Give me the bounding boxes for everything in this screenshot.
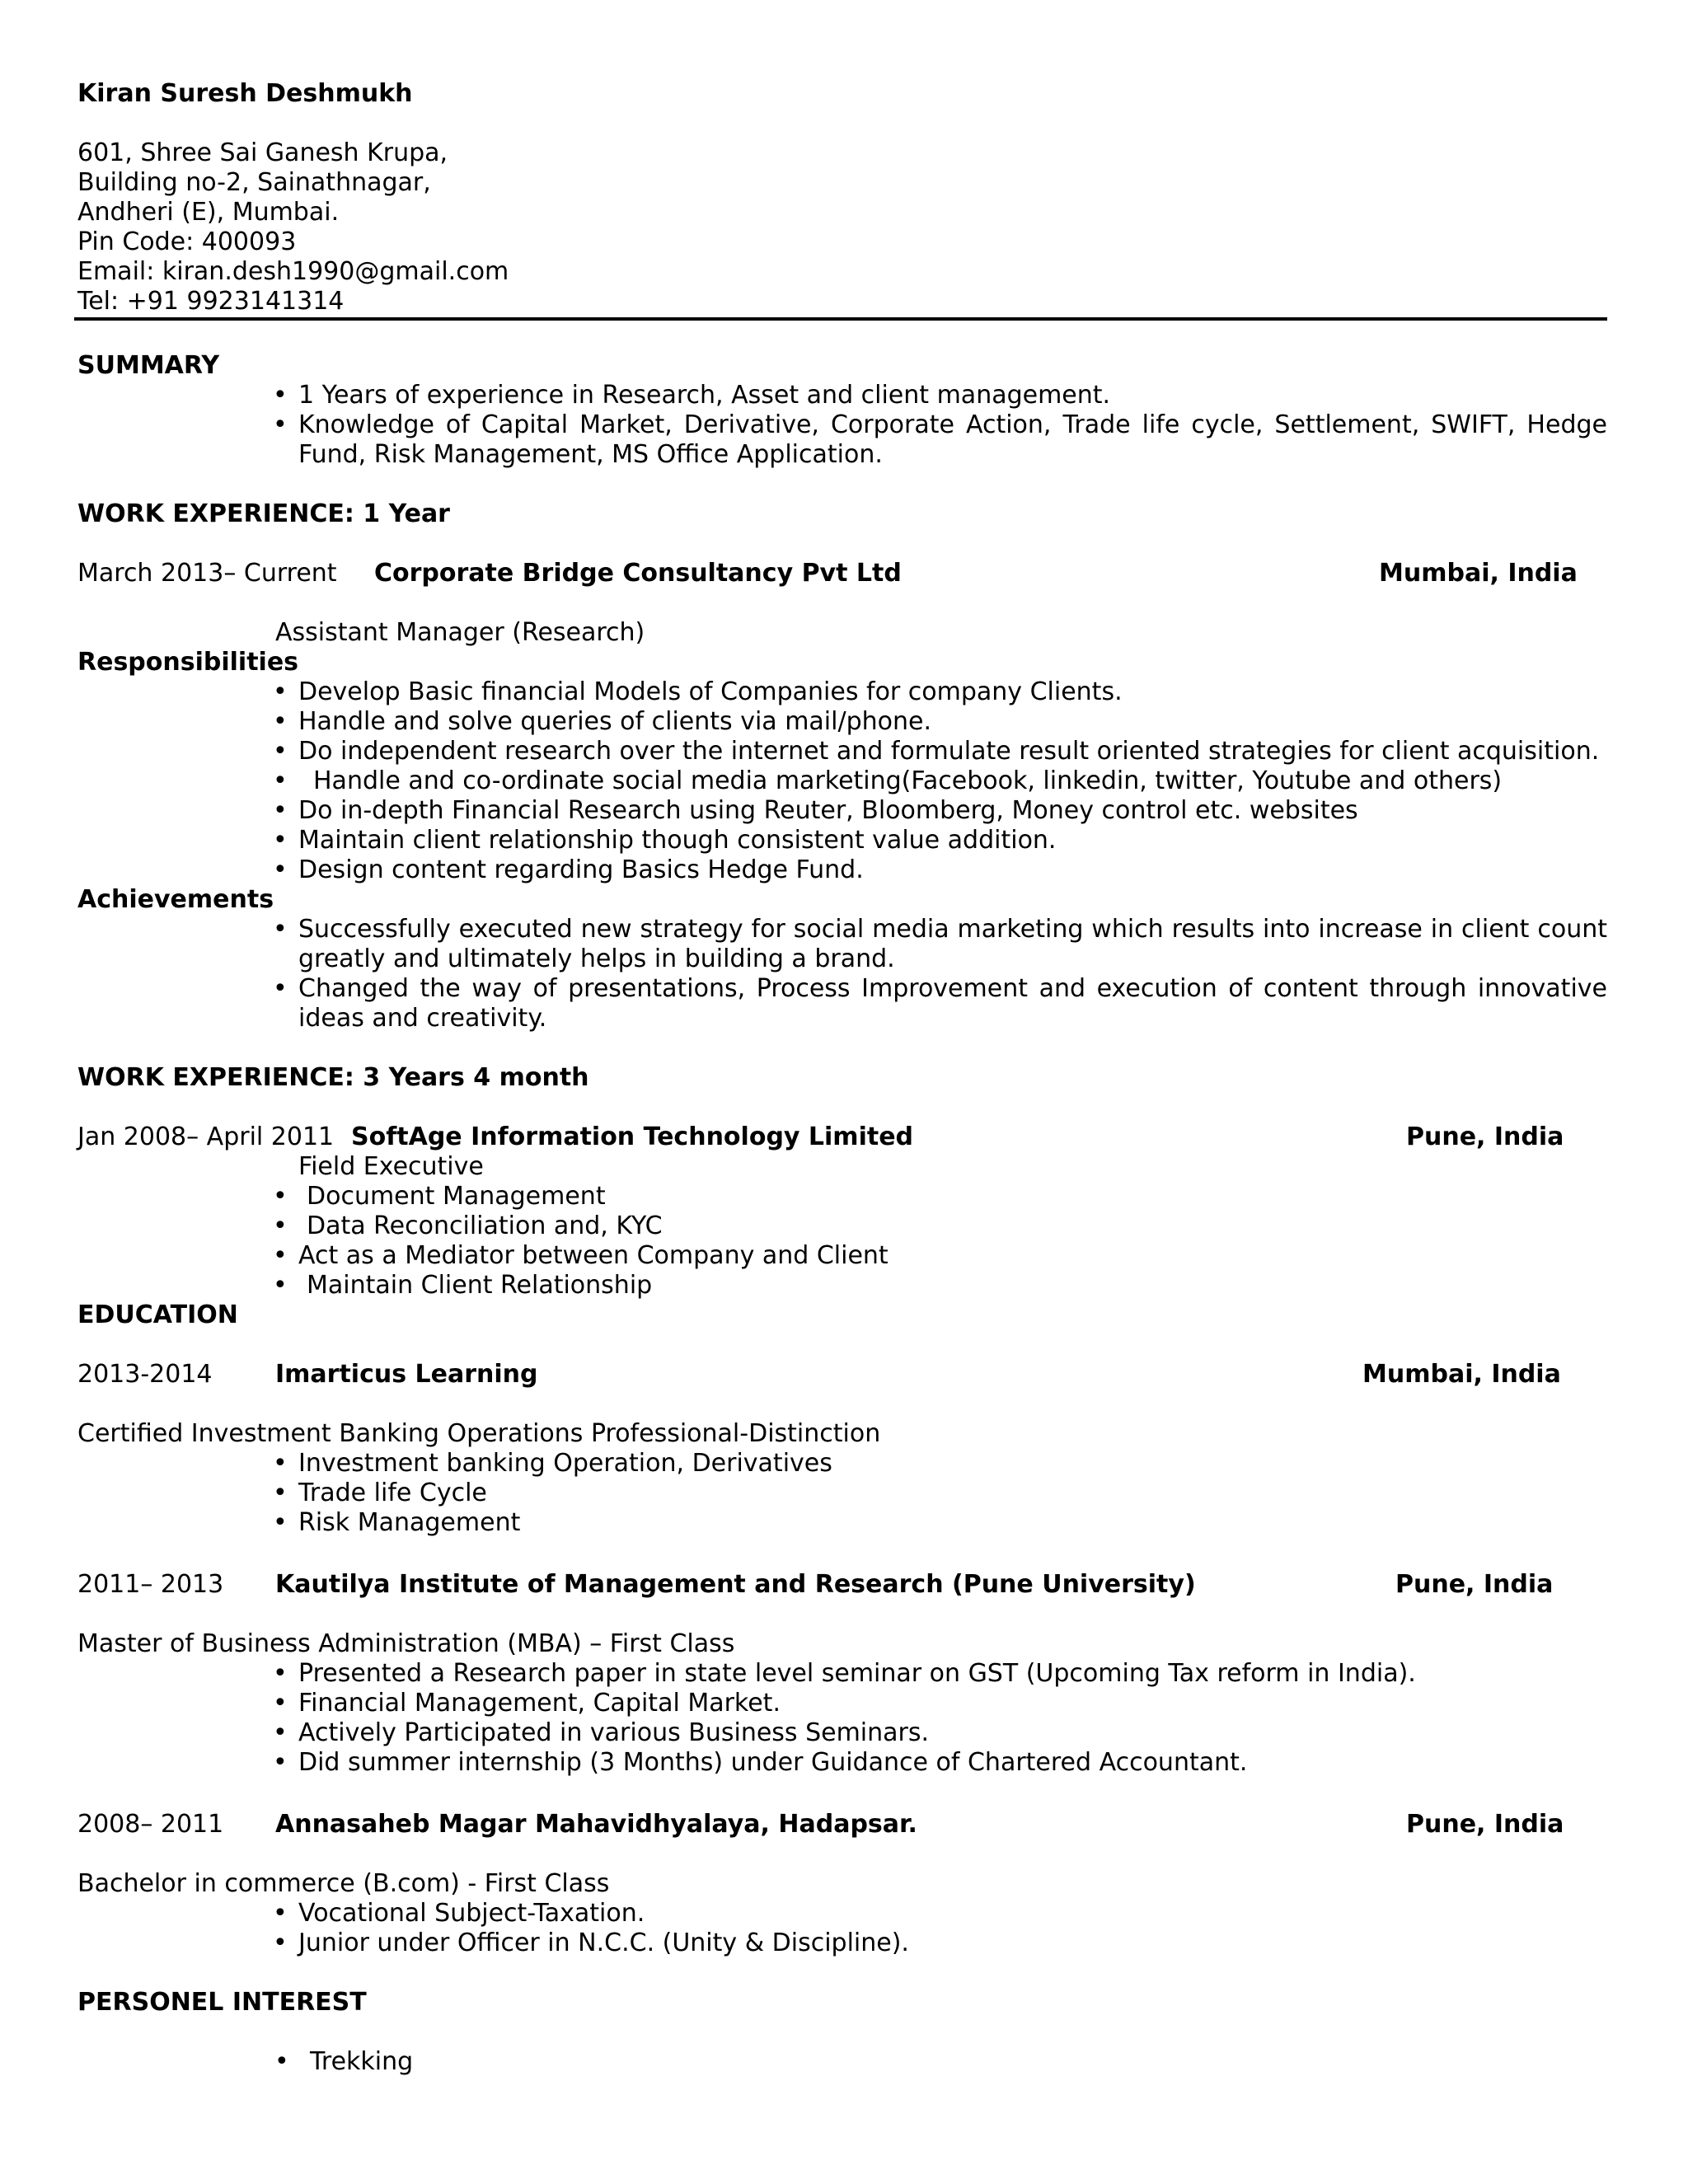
education-item: Vocational Subject-Taxation. (298, 1899, 645, 1928)
responsibility-item: Develop Basic financial Models of Companies for company Clients. (298, 677, 1123, 706)
bullet-icon: • (273, 974, 288, 1003)
job-title: Assistant Manager (Research) (275, 618, 645, 647)
responsibility-item: Maintain client relationship though consistent value addition. (298, 826, 1057, 855)
company-name: Corporate Bridge Consultancy Pvt Ltd (374, 559, 902, 588)
bullet-icon: • (273, 1479, 288, 1507)
achievements-heading: Achievements (77, 885, 274, 914)
education-item: Actively Participated in various Business Seminars. (298, 1718, 930, 1747)
achievement-item: Successfully executed new strategy for social media marketing which results into increase in client count (298, 915, 1607, 944)
company-name: SoftAge Information Technology Limited (351, 1122, 914, 1151)
responsibility-item: Handle and solve queries of clients via mail/phone. (298, 707, 932, 736)
candidate-name: Kiran Suresh Deshmukh (77, 79, 413, 108)
responsibility-item: Do in-depth Financial Research using Reuter, Bloomberg, Money control etc. websites (298, 796, 1358, 825)
bullet-icon: • (273, 737, 288, 766)
bullet-icon: • (273, 915, 288, 944)
bullet-icon: • (273, 855, 288, 884)
bullet-icon: • (273, 766, 288, 795)
education-item: Did summer internship (3 Months) under Guidance of Chartered Accountant. (298, 1748, 1248, 1777)
bullet-icon: • (273, 1508, 288, 1537)
degree: Bachelor in commerce (B.com) - First Class (77, 1869, 610, 1898)
job-dates: March 2013– Current (77, 559, 337, 588)
achievement-item: Changed the way of presentations, Process Improvement and execution of content through innovative (298, 974, 1607, 1003)
degree: Certified Investment Banking Operations Professional-Distinction (77, 1419, 881, 1448)
bullet-icon: • (273, 707, 288, 736)
interest-item: Trekking (310, 2047, 414, 2076)
bullet-icon: • (274, 2047, 289, 2076)
bullet-icon: • (273, 1212, 288, 1240)
job-item: Document Management (307, 1182, 606, 1211)
address-line: Andheri (E), Mumbai. (77, 198, 340, 227)
bullet-icon: • (273, 410, 288, 439)
job-location: Pune, India (1406, 1122, 1564, 1151)
address-line: Pin Code: 400093 (77, 227, 297, 256)
summary-item-continued: Fund, Risk Management, MS Office Application. (298, 440, 883, 469)
institution-name: Annasaheb Magar Mahavidhyalaya, Hadapsar. (275, 1810, 917, 1839)
education-dates: 2011– 2013 (77, 1570, 224, 1599)
bullet-icon: • (273, 1748, 288, 1777)
education-heading: EDUCATION (77, 1301, 238, 1329)
bullet-icon: • (273, 826, 288, 855)
education-dates: 2008– 2011 (77, 1810, 224, 1839)
bullet-icon: • (273, 796, 288, 825)
address-line: Building no-2, Sainathnagar, (77, 168, 431, 197)
header-divider (74, 317, 1607, 321)
bullet-icon: • (273, 1899, 288, 1928)
institution-location: Pune, India (1406, 1810, 1564, 1839)
education-item: Risk Management (298, 1508, 521, 1537)
institution-location: Pune, India (1395, 1570, 1554, 1599)
bullet-icon: • (273, 1182, 288, 1211)
bullet-icon: • (273, 381, 288, 410)
summary-item: Knowledge of Capital Market, Derivative, Corporate Action, Trade life cycle, Settlement, SWIFT, Hedge (298, 410, 1607, 439)
bullet-icon: • (273, 1659, 288, 1688)
achievement-item-continued: ideas and creativity. (298, 1004, 547, 1033)
address-line: 601, Shree Sai Ganesh Krupa, (77, 138, 448, 167)
job-title: Field Executive (298, 1152, 484, 1181)
education-item: Investment banking Operation, Derivatives (298, 1449, 832, 1478)
degree: Master of Business Administration (MBA) – First Class (77, 1629, 735, 1658)
education-item: Presented a Research paper in state level seminar on GST (Upcoming Tax reform in India). (298, 1659, 1416, 1688)
responsibility-item: Handle and co-ordinate social media marketing(Facebook, linkedin, twitter, Youtube and others) (313, 766, 1503, 795)
bullet-icon: • (273, 677, 288, 706)
job-item: Maintain Client Relationship (307, 1271, 653, 1300)
responsibility-item: Design content regarding Basics Hedge Fund. (298, 855, 864, 884)
bullet-icon: • (273, 1449, 288, 1478)
job-dates: Jan 2008– April 2011 (77, 1122, 335, 1151)
responsibility-item: Do independent research over the internet and formulate result oriented strategies for client acquisition. (298, 737, 1600, 766)
institution-name: Imarticus Learning (275, 1360, 538, 1389)
bullet-icon: • (273, 1929, 288, 1957)
bullet-icon: • (273, 1241, 288, 1270)
summary-item: 1 Years of experience in Research, Asset and client management. (298, 381, 1111, 410)
institution-location: Mumbai, India (1362, 1360, 1561, 1389)
email: Email: kiran.desh1990@gmail.com (77, 257, 509, 286)
work-experience-heading: WORK EXPERIENCE: 3 Years 4 month (77, 1063, 589, 1092)
bullet-icon: • (273, 1718, 288, 1747)
work-experience-heading: WORK EXPERIENCE: 1 Year (77, 499, 450, 528)
institution-name: Kautilya Institute of Management and Research (Pune University) (275, 1570, 1196, 1599)
job-item: Act as a Mediator between Company and Client (298, 1241, 889, 1270)
education-item: Financial Management, Capital Market. (298, 1689, 781, 1718)
education-item: Junior under Officer in N.C.C. (Unity & Discipline). (298, 1929, 909, 1957)
interest-heading: PERSONEL INTEREST (77, 1988, 367, 2017)
bullet-icon: • (273, 1271, 288, 1300)
summary-heading: SUMMARY (77, 351, 220, 380)
telephone: Tel: +91 9923141314 (77, 287, 345, 316)
job-item: Data Reconciliation and, KYC (307, 1212, 663, 1240)
education-dates: 2013-2014 (77, 1360, 213, 1389)
bullet-icon: • (273, 1689, 288, 1718)
education-item: Trade life Cycle (298, 1479, 487, 1507)
achievement-item-continued: greatly and ultimately helps in building a brand. (298, 944, 895, 973)
job-location: Mumbai, India (1379, 559, 1578, 588)
responsibilities-heading: Responsibilities (77, 648, 299, 677)
